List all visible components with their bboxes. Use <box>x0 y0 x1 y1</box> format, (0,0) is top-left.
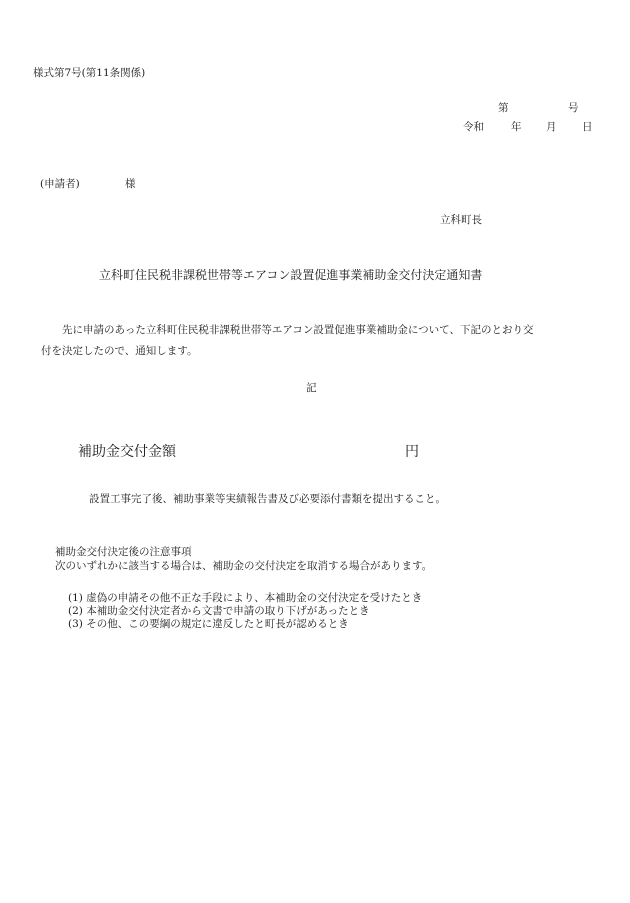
amount-label: 補助金交付金額 <box>78 444 176 460</box>
ki-marker: 記 <box>306 382 317 394</box>
issuer: 立科町長 <box>440 214 482 226</box>
applicant-honorific: 様 <box>125 178 136 190</box>
instruction-text: 設置工事完了後、補助事業等実績報告書及び必要添付書類を提出すること。 <box>89 493 446 505</box>
date-era: 令和 <box>463 121 484 133</box>
document-number-prefix: 第 <box>498 102 509 114</box>
form-number: 様式第7号(第11条関係) <box>33 67 146 79</box>
applicant-label: (申請者) <box>40 178 80 190</box>
note-item-3: (3) その他、この要綱の規定に違反したと町長が認めるとき <box>68 618 349 630</box>
notes-intro: 次のいずれかに該当する場合は、補助金の交付決定を取消する場合があります。 <box>55 560 433 572</box>
document-title: 立科町住民税非課税世帯等エアコン設置促進事業補助金交付決定通知書 <box>99 268 483 282</box>
notes-heading: 補助金交付決定後の注意事項 <box>55 546 192 558</box>
body-line-2: 付を決定したので、通知します。 <box>41 345 198 357</box>
body-line-1: 先に申請のあった立科町住民税非課税世帯等エアコン設置促進事業補助金について、下記のとおり交 <box>62 324 534 336</box>
date-day: 日 <box>582 121 593 133</box>
note-item-1: (1) 虚偽の申請その他不正な手段により、本補助金の交付決定を受けたとき <box>68 592 423 604</box>
amount-unit: 円 <box>405 444 419 460</box>
date-month: 月 <box>546 121 557 133</box>
date-year: 年 <box>511 121 522 133</box>
document-number-suffix: 号 <box>568 102 579 114</box>
note-item-2: (2) 本補助金交付決定者から文書で申請の取り下げがあったとき <box>68 605 370 617</box>
